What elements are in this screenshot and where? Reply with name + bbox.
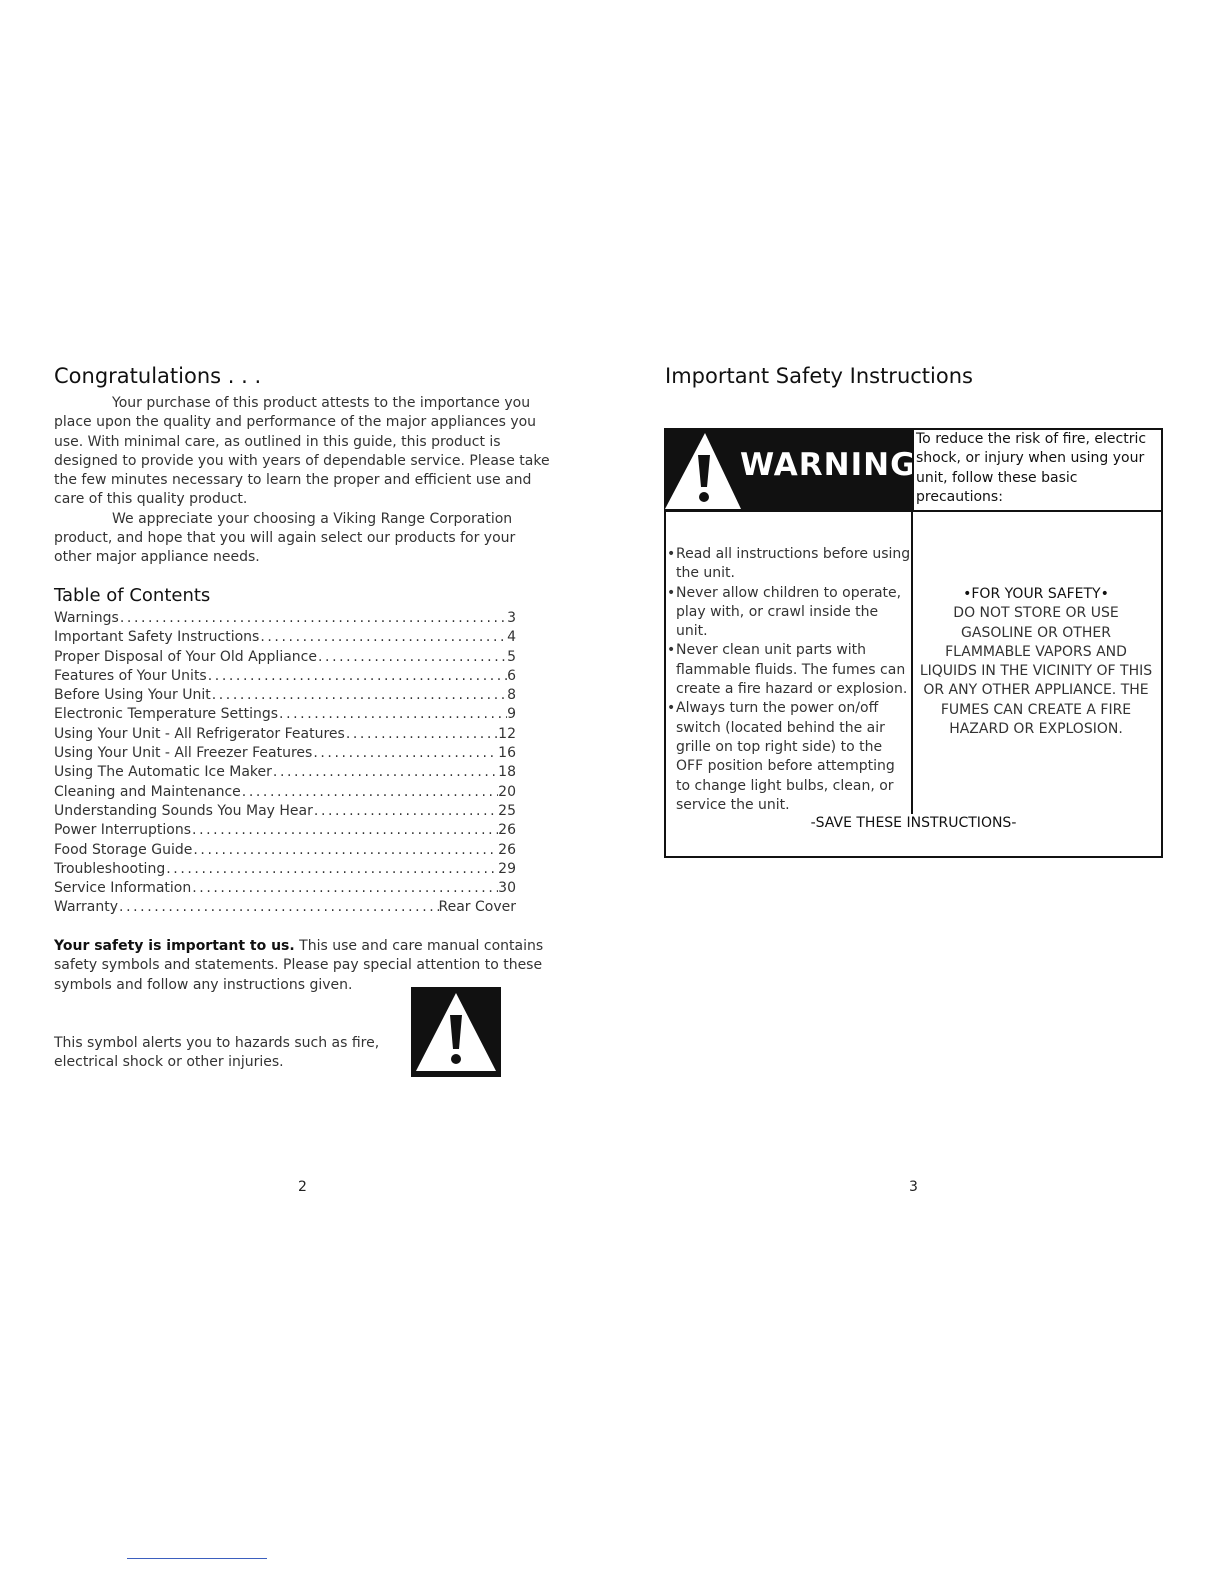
table-of-contents: [54, 609, 516, 918]
toc-entry-page: 20: [498, 783, 516, 800]
toc-leader-dots: [191, 879, 498, 898]
toc-entry-page: 8: [507, 687, 516, 704]
safety-note-bold: Your safety is important to us.: [54, 938, 295, 954]
toc-entry: [54, 609, 516, 628]
toc-entry-title: Troubleshooting: [54, 860, 166, 877]
toc-entry-page: 18: [498, 764, 516, 781]
toc-entry-page: 16: [498, 745, 516, 762]
congratulations-heading: Congratulations . . .: [54, 364, 262, 388]
toc-entry-page: 26: [498, 841, 516, 858]
bullet-item: • Never allow children to operate, play with, or crawl inside the unit.: [667, 584, 911, 642]
toc-entry-page: 25: [498, 802, 516, 819]
toc-entry: [54, 860, 516, 879]
toc-entry-page: 4: [507, 629, 516, 646]
toc-entry: [54, 648, 516, 667]
toc-entry-title: Power Interruptions: [54, 822, 192, 839]
toc-entry-title: Features of Your Units: [54, 667, 207, 684]
for-your-safety-block: [916, 585, 1156, 739]
warning-bullets: [667, 545, 911, 815]
intro-text: [54, 394, 554, 568]
toc-entry-page: 6: [507, 667, 516, 684]
symbol-description: This symbol alerts you to hazards such as fire, electrical shock or other injuries.: [54, 1035, 380, 1071]
toc-leader-dots: [211, 686, 507, 705]
toc-leader-dots: [192, 841, 498, 860]
page-number-left: 2: [298, 1179, 307, 1195]
toc-entry: [54, 841, 516, 860]
toc-entry: [54, 686, 516, 705]
page-number-right: 3: [909, 1179, 918, 1195]
toc-entry-title: Proper Disposal of Your Old Appliance: [54, 648, 317, 665]
toc-leader-dots: [191, 821, 498, 840]
toc-leader-dots: [312, 744, 498, 763]
toc-entry-title: Warranty: [54, 899, 119, 916]
toc-entry-title: Understanding Sounds You May Hear: [54, 802, 313, 819]
toc-heading: Table of Contents: [54, 585, 211, 606]
toc-entry: [54, 667, 516, 686]
toc-leader-dots: [259, 628, 507, 647]
toc-entry: [54, 898, 516, 917]
toc-entry: [54, 725, 516, 744]
toc-entry: [54, 802, 516, 821]
toc-entry-title: Service Information: [54, 880, 192, 897]
toc-entry-title: Before Using Your Unit: [54, 687, 211, 704]
toc-leader-dots: [118, 898, 438, 917]
intro-paragraph-2: We appreciate your choosing a Viking Range Corporation product, and hope that you will again select our products for your other major appliance needs.: [54, 510, 516, 566]
toc-leader-dots: [278, 705, 507, 724]
warning-triangle-icon: [411, 987, 501, 1077]
bullet-item: • Always turn the power on/off switch (located behind the air grille on top right side) to the OFF position before attempting to change light bulbs, clean, or service the unit.: [667, 699, 911, 815]
toc-entry: [54, 783, 516, 802]
toc-entry: [54, 879, 516, 898]
toc-entry-page: 9: [507, 706, 516, 723]
toc-entry-page: 3: [507, 610, 516, 626]
toc-entry-page: 5: [507, 648, 516, 665]
toc-entry-title: Warnings: [54, 610, 119, 626]
toc-entry: [54, 628, 516, 647]
toc-entry: [54, 763, 516, 782]
toc-entry-title: Using Your Unit - All Freezer Features: [54, 745, 313, 762]
intro-paragraph-1: Your purchase of this product attests to the importance you place upon the quality and performance of the major appliances you use. With minimal care, as outlined in this guide, this product is designed to provide you with years of dependable service. Please take the few minutes necessary to learn the proper and efficient use and care of this quality product.: [54, 395, 550, 508]
column-divider: [911, 512, 913, 814]
toc-leader-dots: [272, 763, 498, 782]
safety-note-text: This use and care manual contains safety symbols and statements. Please pay special attention to these symbols and follow any instructions given.: [54, 938, 544, 993]
toc-entry-page: 26: [498, 822, 516, 839]
toc-entry-page: 30: [498, 880, 516, 897]
toc-leader-dots: [313, 802, 498, 821]
save-instructions: -SAVE THESE INSTRUCTIONS-: [810, 815, 1017, 831]
toc-leader-dots: [317, 648, 507, 667]
for-your-safety-body: DO NOT STORE OR USE GASOLINE OR OTHER FLAMMABLE VAPORS AND LIQUIDS IN THE VICINITY OF THIS OR ANY OTHER APPLIANCE. THE FUMES CAN CREATE A FIRE HAZARD OR EXPLOSION.: [919, 605, 1153, 738]
toc-entry-title: Electronic Temperature Settings: [54, 706, 279, 723]
toc-entry-title: Using Your Unit - All Refrigerator Features: [54, 725, 345, 742]
toc-entry-title: Cleaning and Maintenance: [54, 783, 241, 800]
footer-line: [127, 1558, 267, 1559]
toc-entry-page: 29: [498, 860, 516, 877]
hazard-symbol: [411, 987, 501, 1077]
toc-leader-dots: [207, 667, 507, 686]
warning-label: WARNING: [740, 447, 917, 483]
toc-entry-title: Important Safety Instructions: [54, 629, 260, 646]
toc-leader-dots: [119, 609, 507, 628]
toc-entry: [54, 744, 516, 763]
toc-entry-page: 12: [498, 725, 516, 742]
toc-entry-title: Food Storage Guide: [54, 841, 193, 858]
safety-instructions-heading: Important Safety Instructions: [665, 364, 973, 388]
toc-leader-dots: [345, 725, 498, 744]
toc-entry: [54, 821, 516, 840]
toc-entry-title: Using The Automatic Ice Maker: [54, 764, 272, 781]
toc-entry-page: Rear Cover: [438, 899, 516, 916]
toc-entry: [54, 705, 516, 724]
for-your-safety-header: •FOR YOUR SAFETY•: [963, 586, 1109, 602]
toc-leader-dots: [165, 860, 498, 879]
toc-leader-dots: [241, 783, 498, 802]
bullet-item: • Read all instructions before using the unit.: [667, 545, 911, 584]
bullet-item: • Never clean unit parts with flammable fluids. The fumes can create a fire hazard or explosion.: [667, 641, 911, 699]
warning-intro-text: To reduce the risk of fire, electric shock, or injury when using your unit, follow these basic precautions:: [916, 431, 1147, 505]
